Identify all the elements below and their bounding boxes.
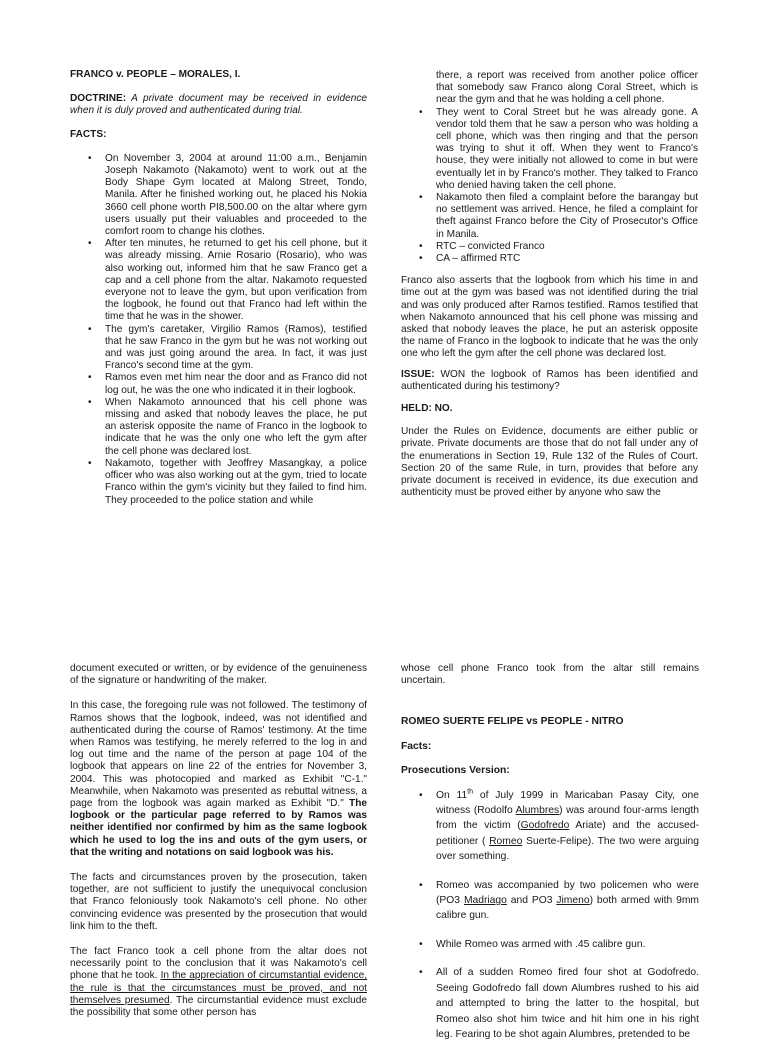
facts-list bbox=[70, 153, 367, 507]
circumstantial-evidence-paragraph bbox=[70, 946, 367, 1019]
prosecution-facts-list bbox=[401, 788, 699, 1043]
bullet2-text-b: and PO3 bbox=[506, 895, 557, 907]
victim-name: Godofredo bbox=[520, 820, 570, 832]
continued-paragraph: document executed or written, or by evidence of the genuineness of the signature or handwriting of the maker. bbox=[70, 663, 367, 687]
ruling-text: In this case, the foregoing rule was not followed. The testimony of Ramos shows that the logbook, indeed, was not identified and authenticated during the course of Ramos' testimony. At the time when Ramos was testifying, he merely referred to the log in and log out time and the name of the person at page 104 of the logbook that appears on line 22 of the entries for November 3, 2004. This was photocopied and marked as Exhibit "C-1." Meanwhile, when Nakamoto was presented as rebuttal witness, a page from the logbook was again marked as Exhibit "D." bbox=[70, 700, 367, 810]
list-item: • Ramos even met him near the door and as Franco did not log out, he was the one who indicated it in their logbook. bbox=[105, 372, 367, 396]
franco-assertion-paragraph: Franco also asserts that the logbook from which his time in and time out at the gym was based was not identified during the trial and was only produced after Ramos testified. Ramos testified that when Nakamoto announced that his cell phone was missing and asked that nobody leaves the place, he put an asterisk opposite the name of Franco in the logbook to indicate that he was the only one who left the gym after the cell phone was declared lost. bbox=[401, 275, 698, 360]
list-item: • On November 3, 2004 at around 11:00 a.m., Benjamin Joseph Nakamoto (Nakamoto) went to work out at the Body Shape Gym located at Malong Street, Tondo, Manila. After he finished working out, he placed his Nokia 3660 cell phone worth PI8,500.00 on the altar where gym users usually put their valuables and proceeded to the comfort room to change his clothes. bbox=[105, 153, 367, 238]
issue-label: ISSUE: bbox=[401, 368, 435, 380]
facts-heading: Facts: bbox=[401, 740, 432, 752]
case-title: FRANCO v. PEOPLE – MORALES, I. bbox=[70, 69, 241, 80]
document-page-2 bbox=[0, 585, 768, 1040]
page2-right-column bbox=[401, 663, 699, 1055]
list-item: • RTC – convicted Franco bbox=[436, 241, 698, 253]
circumstantial-text-a: The fact Franco took a cell phone from the altar does not necessarily point to the conclusion that it was Nakamoto's cell phone that he took. bbox=[70, 946, 367, 982]
bullet1-text-e: Suerte-Felipe). The two were arguing over something. bbox=[436, 835, 699, 863]
ruling-bold-text: The logbook or the particular page referred to by Ramos was neither identified nor confirmed by him as the same logbook which he used to log the ins and outs of the gym users, or that the writing and notations on said logbook was his. bbox=[70, 798, 368, 858]
held-heading: HELD: NO. bbox=[401, 403, 453, 415]
list-item: • CA – affirmed RTC bbox=[436, 253, 698, 265]
doctrine-text: A private document may be received in evidence when it is duly proved and authenticated during trial. bbox=[70, 93, 367, 117]
facts-list-continued bbox=[401, 107, 698, 266]
list-item bbox=[436, 788, 699, 865]
doctrine-paragraph bbox=[70, 93, 367, 117]
issue-text: WON the logbook of Ramos has been identified and authenticated during his testimony? bbox=[401, 368, 698, 392]
bullet2-text-c: ) both armed with 9mm calibre gun. bbox=[436, 895, 699, 922]
prosecution-version-heading: Prosecutions Version: bbox=[401, 765, 510, 777]
continued-bullet-text: there, a report was received from another police officer that somebody saw Franco along Coral Street, which is near the gym and that he was holding a cell phone. bbox=[436, 70, 698, 106]
page1-left-column bbox=[70, 69, 367, 507]
ruling-paragraph bbox=[70, 700, 367, 859]
list-item: • Nakamoto, together with Jeoffrey Masangkay, a police officer who was also working out at the gym, tried to locate Franco within the gym's vicinity but they failed to find him. They proceeded to the police station and while bbox=[105, 458, 367, 507]
list-item: • The gym's caretaker, Virgilio Ramos (Ramos), testified that he saw Franco in the gym but he was not working out and was just going around the area. In fact, it was just Franco's second time at the gym. bbox=[105, 324, 367, 373]
list-item: • They went to Coral Street but he was already gone. A vendor told them that he saw a person who was holding a cell phone, which was then ringing and that the person was trying to shut it off. When they went to Franco's house, they were initially not allowed to come in but were eventually let in by Franco's mother. They talked to Franco who denied having taken the cell phone. bbox=[436, 107, 698, 192]
page2-left-column bbox=[70, 663, 367, 1028]
held-paragraph: Under the Rules on Evidence, documents are either public or private. Private documents are those that do not fall under any of the enumerations in Section 19, Rule 132 of the Rules of Court. Section 20 of the same Rule, in turn, provides that before any private document is received in evidence, its due execution and authenticity must be proved either by anyone who saw the bbox=[401, 426, 698, 499]
circumstantial-text-b: . The circumstantial evidence must exclude the possibility that some other person has bbox=[70, 994, 367, 1019]
facts-heading: FACTS: bbox=[70, 128, 107, 140]
bullet1-text-c: ) was around four-arms length from the victim ( bbox=[436, 805, 699, 832]
bullet1-text-d: Ariate) and the accused-petitioner ( bbox=[436, 820, 699, 847]
list-item: • After ten minutes, he returned to get his cell phone, but it was already missing. Arnie Rosario (Rosario), who was also working out, informed him that he saw Franco get a cap and a cell phone from the altar. Nakamoto requested everyone not to leave the gym, but upon verification from the logbook, he found out that Franco had left within the time that he was in the shower. bbox=[105, 238, 367, 323]
bullet1-text-a: On 11 bbox=[436, 789, 468, 801]
bullet1-superscript: th bbox=[467, 788, 474, 796]
accused-name: Romeo bbox=[489, 835, 523, 847]
bullet1-text-b: of July 1999 in Maricaban Pasay City, one witness (Rodolfo bbox=[436, 789, 699, 817]
list-item: • When Nakamoto announced that his cell phone was missing and asked that nobody leaves the place, he put an asterisk opposite the name of Franco in the logbook to indicate that he was the only one who left the gym after the cell phone was declared lost. bbox=[105, 397, 367, 458]
issue-paragraph bbox=[401, 369, 698, 393]
witness-name: Alumbres bbox=[515, 805, 560, 817]
bullet2-text-a: Romeo was accompanied by two policemen who were (PO3 bbox=[436, 879, 699, 907]
list-item: • Nakamoto then filed a complaint before the barangay but no settlement was arrived. Hence, he filed a complaint for theft against Franco before the City of Prosecutor's Office in Manila. bbox=[436, 192, 698, 241]
circumstantial-underlined-text: In the appreciation of circumstantial evidence, the rule is that the circumstances must be proved, and not themselves presumed bbox=[70, 970, 368, 1006]
page1-right-column bbox=[401, 70, 698, 509]
list-item: • All of a sudden Romeo fired four shot at Godofredo. Seeing Godofredo fall down Alumbres rushed to his aid and attempted to bring the latter to the hospital, but Romeo also shot him twice and hit him one in his right leg. Fearing to be shot again Alumbres, pretended to be bbox=[436, 965, 699, 1042]
policeman-name-1: Madriago bbox=[463, 895, 507, 907]
list-item: • While Romeo was armed with .45 calibre gun. bbox=[436, 937, 699, 952]
facts-circumstances-paragraph: The facts and circumstances proven by the prosecution, taken together, are not sufficient to justify the unequivocal conclusion that Franco feloniously took Nakamoto's cell phone. No other convincing evidence was presented by the prosecution that would link him to the theft. bbox=[70, 872, 367, 932]
doctrine-label: DOCTRINE: bbox=[70, 93, 127, 105]
continued-paragraph: whose cell phone Franco took from the altar still remains uncertain. bbox=[401, 663, 699, 687]
policeman-name-2: Jimeno bbox=[556, 895, 590, 907]
list-item bbox=[436, 878, 699, 924]
case-title: ROMEO SUERTE FELIPE vs PEOPLE - NITRO bbox=[401, 716, 624, 728]
